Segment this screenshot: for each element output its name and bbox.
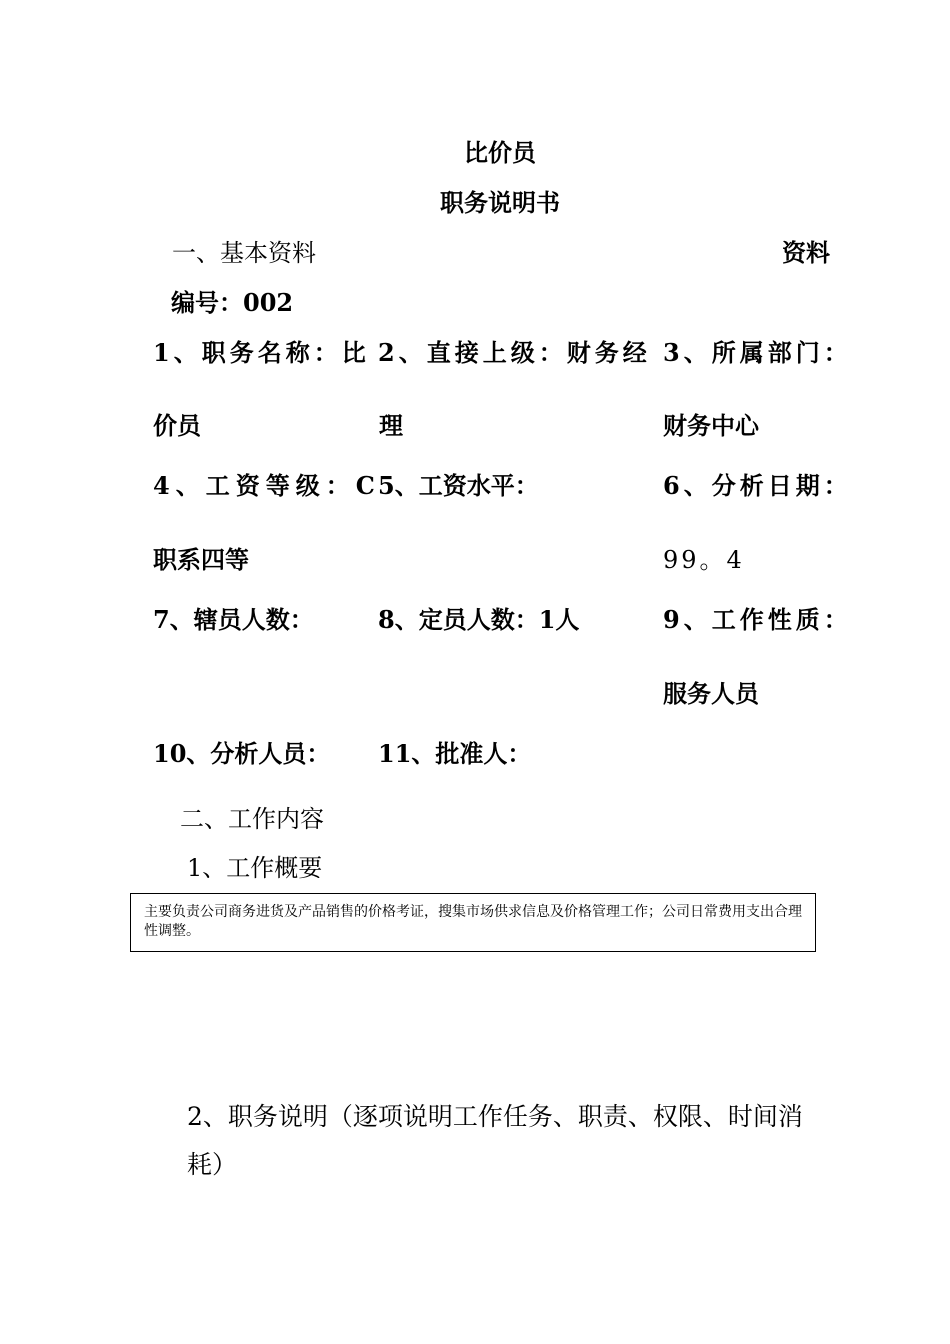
work-summary-box [130,893,816,952]
field-direct-supervisor-cont: 理 [379,411,403,440]
field-department: 3、所属部门： [663,338,852,367]
job-description-heading-cont: 耗） [187,1150,238,1179]
field-work-nature-value: 服务人员 [663,679,759,708]
work-summary-heading: 1、工作概要 [187,854,323,882]
document-subtitle: 职务说明书 [440,188,560,217]
section-basic-info-heading: 一、基本资料 [172,239,316,267]
field-headcount: 8、定员人数：1人 [378,605,580,634]
field-work-nature: 9、工作性质： [663,605,852,634]
document-title: 比价员 [464,138,536,167]
section-right-label: 资料 [782,238,830,267]
field-job-title-cont: 价员 [153,411,201,440]
field-job-title: 1、职务名称：比 [153,338,370,367]
field-salary-grade-value: 职系四等 [153,545,249,574]
field-analysis-date-value: 99。4 [663,546,745,574]
field-salary-level: 5、工资水平： [378,471,539,500]
field-subordinates: 7、辖员人数： [153,605,314,634]
field-analysis-date: 6、分析日期： [663,471,852,500]
section-work-content-heading: 二、工作内容 [180,805,324,833]
field-approver: 11、批准人： [378,739,532,768]
field-analyst: 10、分析人员： [153,739,331,768]
field-direct-supervisor: 2、直接上级：财务经 [378,338,651,367]
work-summary-text: 主要负责公司商务进货及产品销售的价格考证，搜集市场供求信息及价格管理工作；公司日常费用支出合理性调整。 [144,904,802,939]
field-department-value: 财务中心 [663,411,759,440]
field-salary-grade: 4、工资等级：C [153,471,381,500]
job-description-heading: 2、职务说明（逐项说明工作任务、职责、权限、时间消 [187,1102,803,1131]
document-number: 编号：002 [171,288,294,317]
